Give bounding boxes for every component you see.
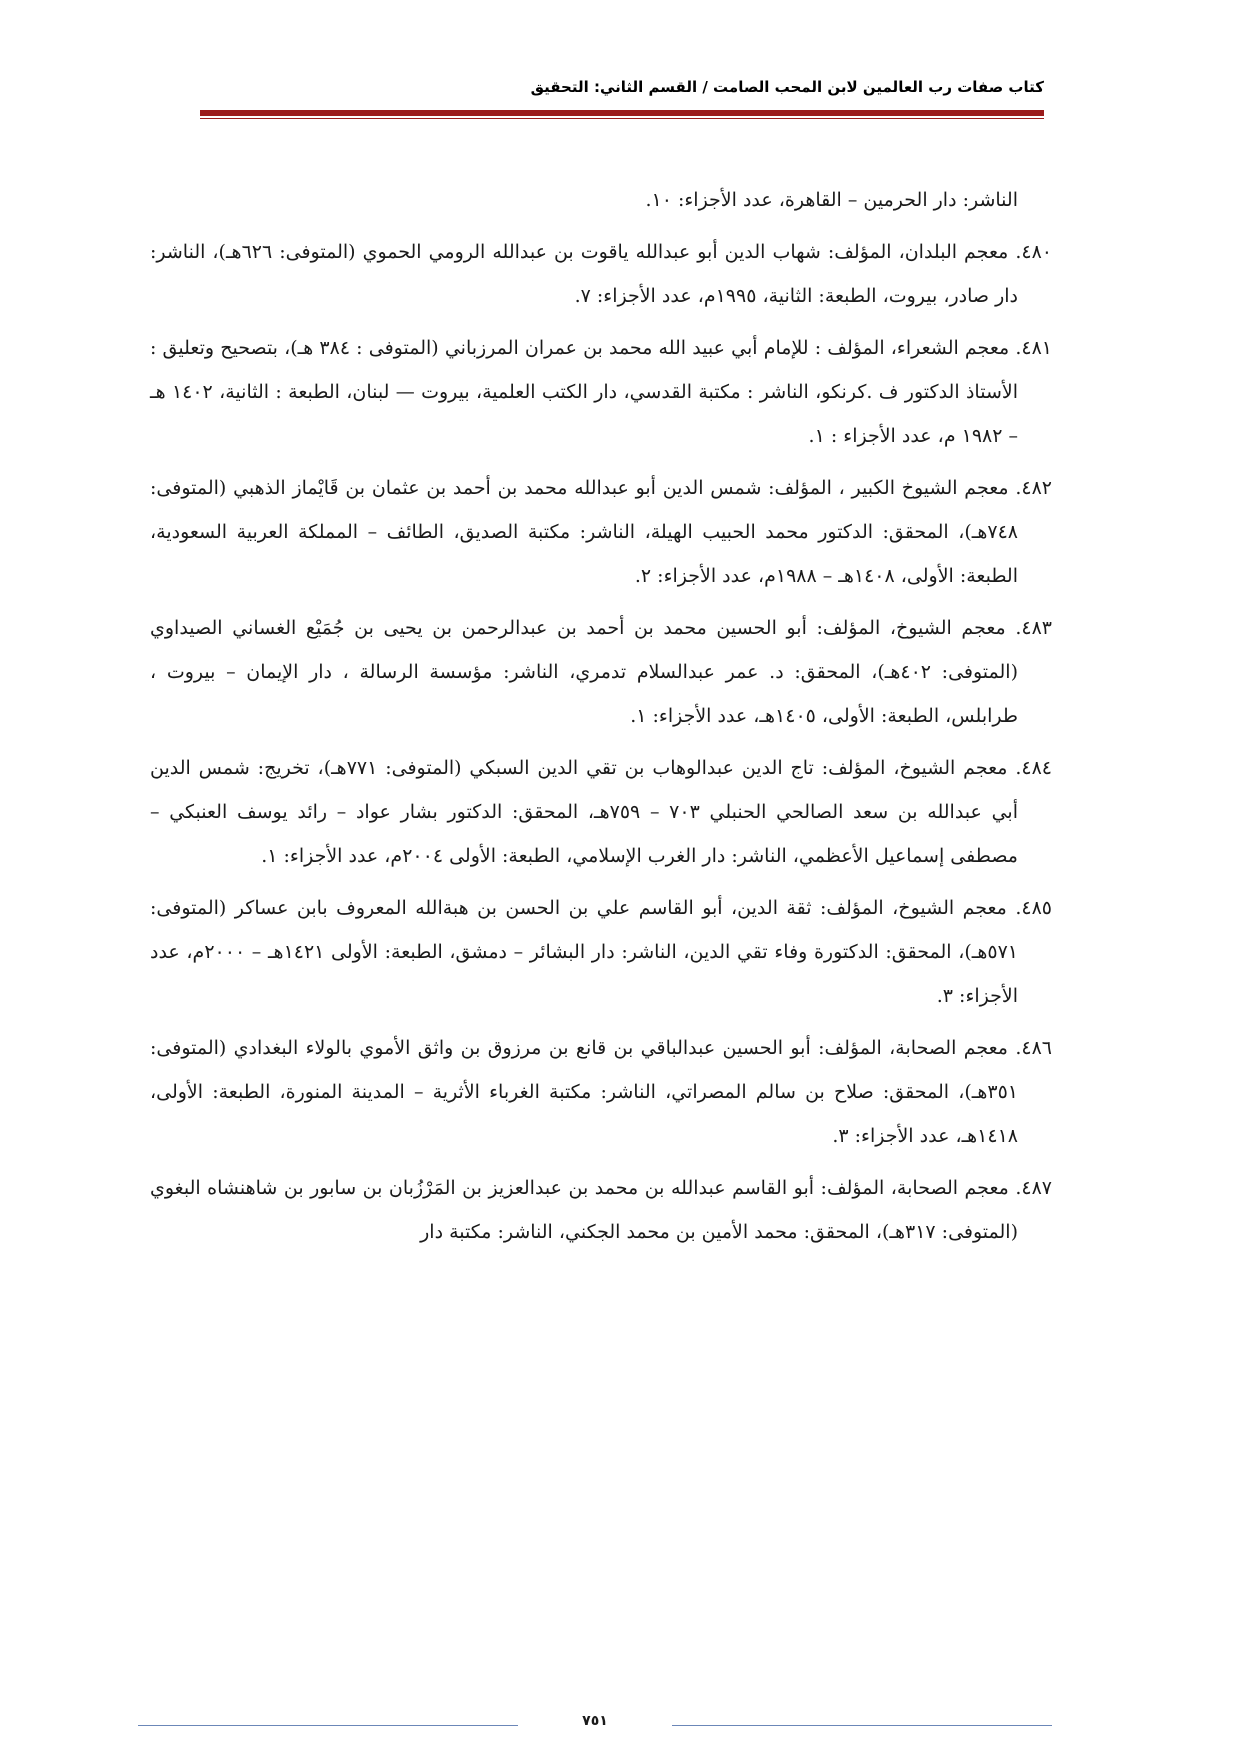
bibliography-entry	[150, 466, 1052, 598]
entry-number: ٤٨٠.	[1015, 241, 1052, 263]
entry-text: معجم الشيوخ، المؤلف: أبو الحسين محمد بن أحمد بن عبدالرحمن بن يحيى بن جُمَيْع الغساني الصيداوي (المتوفى: ٤٠٢هـ)، المحقق: د. عمر عبدالسلام تدمري، الناشر: مؤسسة الرسالة ، دار الإيمان – بيروت ، طرابلس، الطبعة: الأولى، ١٤٠٥هـ، عدد الأجزاء: ١.	[150, 617, 1019, 727]
bibliography-entry	[150, 1026, 1052, 1158]
bibliography-entry	[150, 1166, 1052, 1254]
page-body	[150, 178, 1052, 1262]
entry-number: ٤٨٦.	[1015, 1037, 1053, 1059]
bibliography-entry	[150, 886, 1052, 1018]
page-number: ٧٥١	[582, 1713, 608, 1729]
entry-number: ٤٨٢.	[1015, 477, 1052, 499]
entry-text: معجم الصحابة، المؤلف: أبو القاسم عبدالله بن محمد بن عبدالعزيز بن المَرْزُبان بن سابور بن شاهنشاه البغوي (المتوفى: ٣١٧هـ)، المحقق: محمد الأمين بن محمد الجكني، الناشر: مكتبة دار	[150, 1177, 1018, 1243]
bibliography-entry	[150, 606, 1052, 738]
entry-text: معجم الشعراء، المؤلف : للإمام أبي عبيد الله محمد بن عمران المرزباني (المتوفى : ٣٨٤ هـ)، بتصحيح وتعليق : الأستاذ الدكتور ف .كرنكو، الناشر : مكتبة القدسي، دار الكتب العلمية، بيروت — لبنان، الطبعة : الثانية، ١٤٠٢ هـ – ١٩٨٢ م، عدد الأجزاء : ١.	[150, 337, 1018, 447]
bibliography-entry	[150, 230, 1052, 318]
header-rule-thin	[200, 118, 1044, 119]
entry-text: معجم الشيوخ، المؤلف: ثقة الدين، أبو القاسم علي بن الحسن بن هبةالله المعروف بابن عساكر (المتوفى: ٥٧١هـ)، المحقق: الدكتورة وفاء تقي الدين، الناشر: دار البشائر – دمشق، الطبعة: الأولى ١٤٢١هـ – ٢٠٠٠م، عدد الأجزاء: ٣.	[150, 897, 1018, 1007]
bibliography-entry	[150, 746, 1052, 878]
page-footer	[138, 1713, 1052, 1739]
entry-number: ٤٨٧.	[1015, 1177, 1052, 1199]
footer-rule-right	[672, 1725, 1052, 1726]
header-rule-thick	[200, 110, 1044, 116]
footer-rule-left	[138, 1725, 518, 1726]
entry-number: ٤٨٤.	[1015, 757, 1052, 779]
entry-text: معجم الشيوخ، المؤلف: تاج الدين عبدالوهاب بن تقي الدين السبكي (المتوفى: ٧٧١هـ)، تخريج: شمس الدين أبي عبدالله بن سعد الصالحي الحنبلي ٧٠٣ – ٧٥٩هـ، المحقق: الدكتور بشار عواد – رائد يوسف العنبكي – مصطفى إسماعيل الأعظمي، الناشر: دار الغرب الإسلامي، الطبعة: الأولى ٢٠٠٤م، عدد الأجزاء: ١.	[150, 757, 1018, 867]
bibliography-entry	[150, 326, 1052, 458]
entry-number: ٤٨٥.	[1015, 897, 1052, 919]
entry-text: معجم الصحابة، المؤلف: أبو الحسين عبدالباقي بن قانع بن مرزوق بن واثق الأموي بالولاء البغدادي (المتوفى: ٣٥١هـ)، المحقق: صلاح بن سالم المصراتي، الناشر: مكتبة الغرباء الأثرية – المدينة المنورة، الطبعة: الأولى، ١٤١٨هـ، عدد الأجزاء: ٣.	[150, 1037, 1018, 1147]
entry-number: ٤٨١.	[1015, 337, 1052, 359]
entry-text: معجم الشيوخ الكبير ، المؤلف: شمس الدين أبو عبدالله محمد بن أحمد بن عثمان بن قَايْماز الذهبي (المتوفى: ٧٤٨هـ)، المحقق: الدكتور محمد الحبيب الهيلة، الناشر: مكتبة الصديق، الطائف – المملكة العربية السعودية، الطبعة: الأولى، ١٤٠٨هـ – ١٩٨٨م، عدد الأجزاء: ٢.	[150, 477, 1018, 587]
entry-number: ٤٨٣.	[1015, 617, 1052, 639]
page-header	[200, 78, 1044, 118]
book-title: كتاب صفات رب العالمين لابن المحب الصامت / القسم الثاني: التحقيق	[530, 78, 1044, 96]
continuation-paragraph: الناشر: دار الحرمين – القاهرة، عدد الأجزاء: ١٠.	[645, 189, 1018, 211]
entry-text: معجم البلدان، المؤلف: شهاب الدين أبو عبدالله ياقوت بن عبدالله الرومي الحموي (المتوفى: ٦٢٦هـ)، الناشر: دار صادر، بيروت، الطبعة: الثانية، ١٩٩٥م، عدد الأجزاء: ٧.	[150, 241, 1018, 307]
